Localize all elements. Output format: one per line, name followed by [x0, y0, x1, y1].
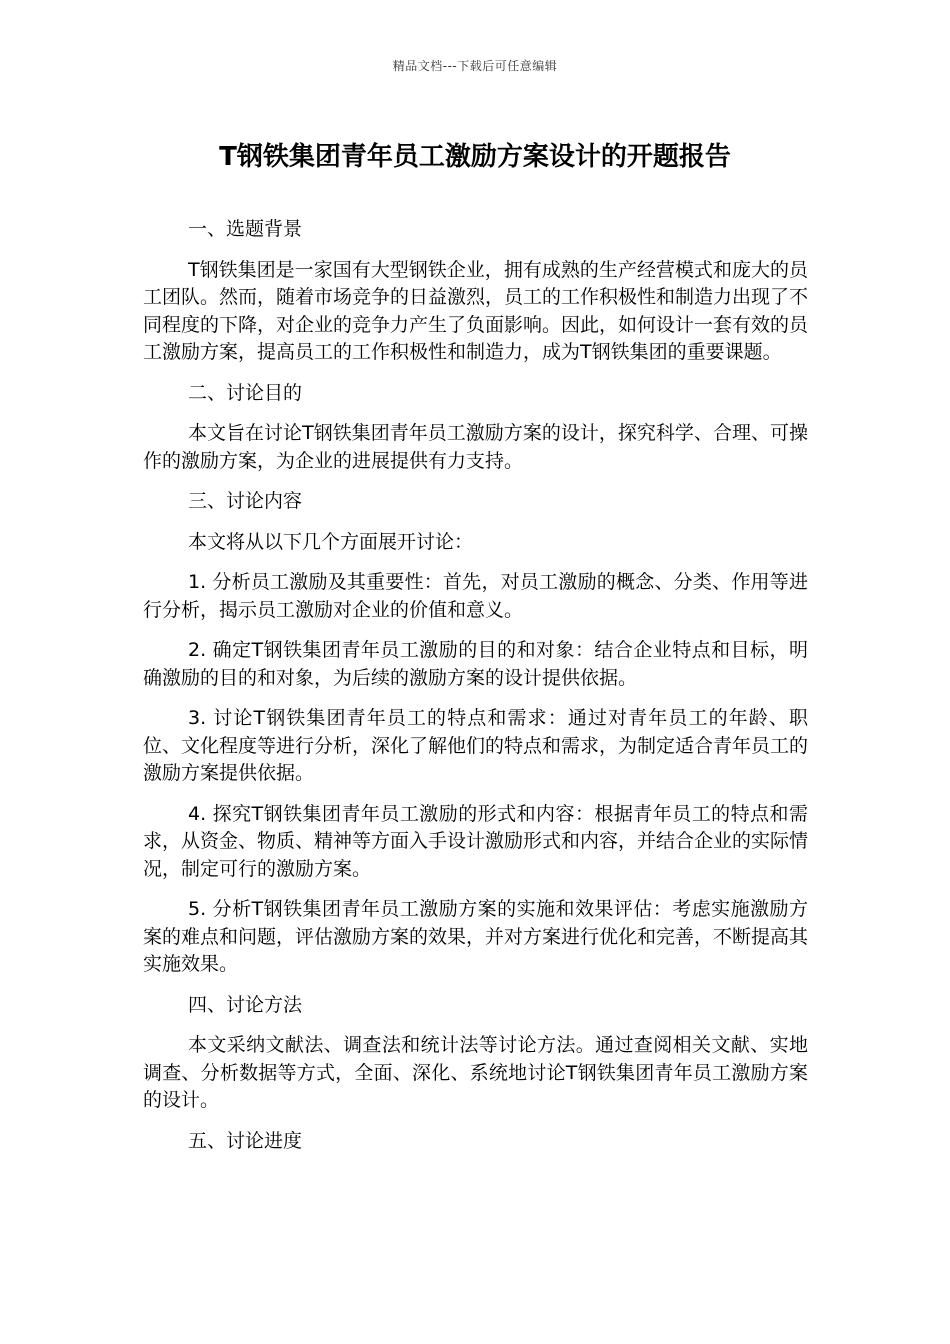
header-note: 精品文档---下载后可任意编辑 [392, 59, 558, 73]
section-heading-background: 一、选题背景 [188, 218, 303, 240]
section-heading-schedule: 五、讨论进度 [188, 1129, 303, 1152]
list-item-content-4: 4. 探究T钢铁集团青年员工激励的形式和内容：根据青年员工的特点和需求，从资金、物质、精神等方面入手设计激励形式和内容，并结合企业的实际情况，制定可行的激励方案。 [143, 802, 809, 880]
list-item-content-1: 1. 分析员工激励及其重要性：首先，对员工激励的概念、分类、作用等进行分析，揭示员工激励对企业的价值和意义。 [143, 571, 808, 621]
document-body [143, 216, 808, 1168]
list-item-content-5: 5. 分析T钢铁集团青年员工激励方案的实施和效果评估：考虑实施激励方案的难点和问题，评估激励方案的效果，并对方案进行优化和完善，不断提高其实施效果。 [143, 898, 809, 975]
paragraph-method: 本文采纳文献法、调查法和统计法等讨论方法。通过查阅相关文献、实地调查、分析数据等方式，全面、深化、系统地讨论T钢铁集团青年员工激励方案的设计。 [143, 1034, 808, 1111]
paragraph-background: T钢铁集团是一家国有大型钢铁企业，拥有成熟的生产经营模式和庞大的员工团队。然而，随着市场竞争的日益激烈，员工的工作积极性和制造力出现了不同程度的下降，对企业的竞争力产生了负面影响。因此，如何设计一套有效的员工激励方案，提高员工的工作积极性和制造力，成为T钢铁集团的重要课题。 [143, 258, 809, 363]
section-heading-method: 四、讨论方法 [188, 993, 303, 1016]
list-item-content-2: 2. 确定T钢铁集团青年员工激励的目的和对象：结合企业特点和目标，明确激励的目的和对象，为后续的激励方案的设计提供依据。 [143, 639, 808, 689]
section-heading-purpose: 二、讨论目的 [188, 381, 303, 404]
section-heading-content: 三、讨论内容 [188, 490, 303, 512]
page-title: T钢铁集团青年员工激励方案设计的开题报告 [219, 142, 731, 172]
list-item-content-3: 3. 讨论T钢铁集团青年员工的特点和需求：通过对青年员工的年龄、职位、文化程度等进行分析，深化了解他们的特点和需求，为制定适合青年员工的激励方案提供依据。 [143, 707, 809, 784]
paragraph-content-intro: 本文将从以下几个方面展开讨论： [188, 530, 474, 553]
paragraph-purpose: 本文旨在讨论T钢铁集团青年员工激励方案的设计，探究科学、合理、可操作的激励方案，为企业的进展提供有力支持。 [143, 422, 808, 472]
